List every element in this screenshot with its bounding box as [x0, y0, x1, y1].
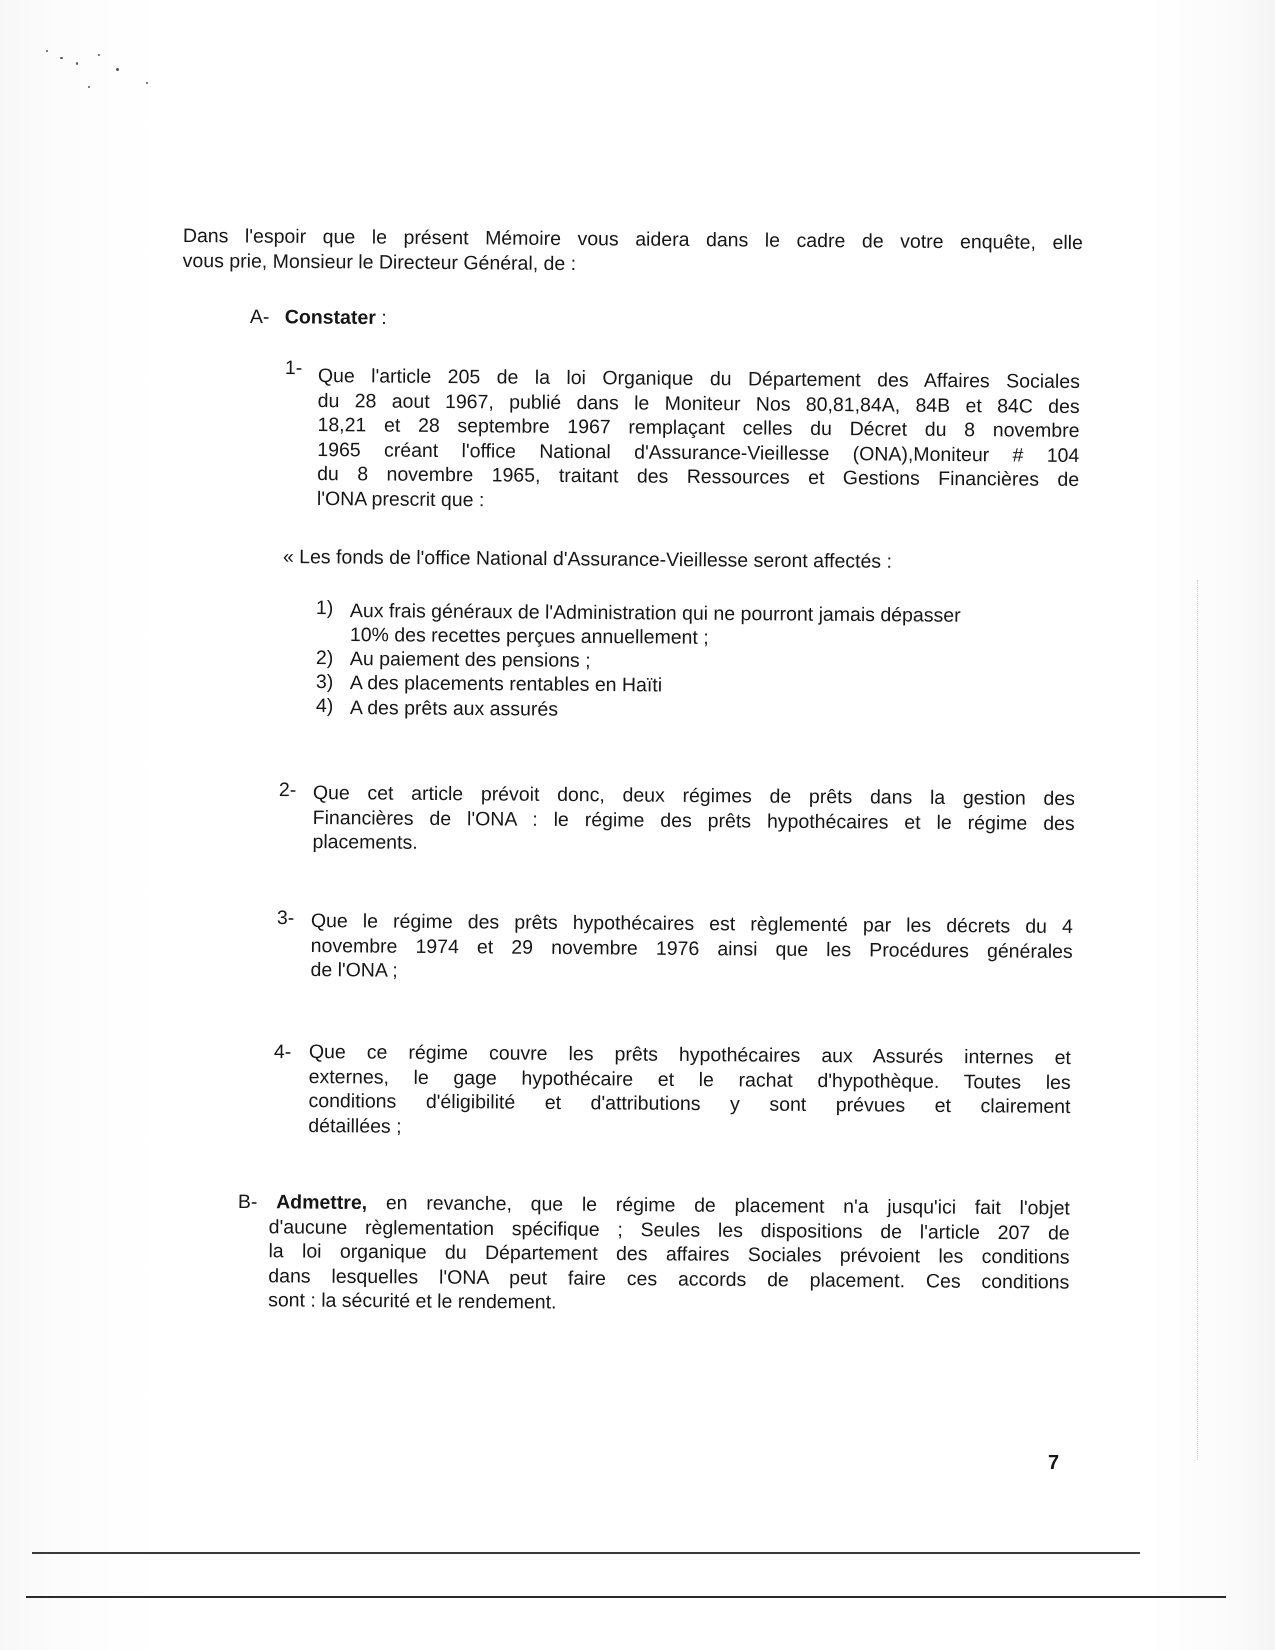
item-1-line: 18,21 et 28 septembre 1967 remplaçant celles du Décret du 8 novembre	[317, 413, 1080, 442]
item-3-line: novembre 1974 et 29 novembre 1976 ainsi que les Procédures générales	[310, 934, 1073, 963]
section-a-suffix: :	[375, 306, 387, 330]
sublist-3-line: A des placements rentables en Haïti	[349, 671, 663, 697]
sublist-1-number: 1)	[315, 596, 334, 620]
section-b-marker: B-	[237, 1191, 258, 1214]
item-2-paragraph	[312, 781, 1075, 860]
footer-rule-top	[32, 1552, 1140, 1554]
section-a-heading	[250, 305, 387, 331]
item-4-number: 4-	[273, 1041, 292, 1064]
intro-line: Dans l'espoir que le présent Mémoire vous aidera dans le cadre de votre enquête, elle	[182, 224, 1083, 255]
section-b-paragraph	[237, 1190, 1070, 1319]
section-b-first-line-rest: en revanche, que le régime de placement n'a jusqu'ici fait l'objet	[367, 1192, 1070, 1220]
item-4-paragraph	[308, 1040, 1071, 1144]
item-4-line: conditions d'éligibilité et d'attributions y sont prévues et clairement	[308, 1089, 1071, 1118]
sublist-2-line: Au paiement des pensions ;	[349, 647, 591, 672]
sublist-2-number: 2)	[315, 646, 334, 670]
item-2-line: Financières de l'ONA : le régime des prêts hypothécaires et le régime des	[312, 806, 1075, 835]
page-number: 7	[1048, 1452, 1060, 1474]
item-4-line: externes, le gage hypothécaire et le rachat d'hypothèque. Toutes les	[308, 1065, 1071, 1094]
sublist-3-number: 3)	[315, 670, 334, 694]
sublist-4-number: 4)	[315, 694, 334, 718]
section-b-line: sont : la sécurité et le rendement.	[268, 1289, 557, 1314]
footer-rule-bottom	[26, 1596, 1226, 1598]
section-a-title: Constater	[284, 306, 376, 329]
item-1-line: l'ONA prescrit que :	[316, 487, 485, 511]
section-b-line: dans lesquelles l'ONA peut faire ces accords de placement. Ces conditions	[268, 1264, 1070, 1294]
item-3-line: de l'ONA ;	[310, 958, 398, 982]
item-2-line: placements.	[312, 830, 418, 854]
item-1-line: Que l'article 205 de la loi Organique du Département des Affaires Sociales	[317, 364, 1080, 393]
section-b-title: Admettre,	[276, 1191, 368, 1215]
item-3-number: 3-	[276, 906, 295, 930]
scan-specks	[28, 40, 168, 100]
item-2-line: Que cet article prévoit donc, deux régimes de prêts dans la gestion des	[312, 781, 1075, 810]
item-1-number: 1-	[284, 356, 303, 380]
sublist-1-line: 10% des recettes perçues annuellement ;	[349, 623, 709, 649]
section-b-line: d'aucune règlementation spécifique ; Seules les dispositions de l'article 207 de	[268, 1215, 1070, 1245]
item-2-number: 2-	[278, 778, 297, 802]
quote-line: « Les fonds de l'office National d'Assurance-Vieillesse seront affectés :	[282, 545, 893, 573]
item-3-paragraph	[310, 909, 1073, 988]
item-1-paragraph	[317, 364, 1080, 517]
section-a-marker: A-	[249, 305, 270, 329]
intro-line: vous prie, Monsieur le Directeur Général, de :	[182, 249, 577, 275]
scan-fold-line	[1197, 580, 1199, 1460]
item-1-line: du 8 novembre 1965, traitant des Ressources et Gestions Financières de	[317, 462, 1080, 491]
sublist-4-line: A des prêts aux assurés	[349, 696, 559, 721]
item-1-line: du 28 aout 1967, publié dans le Moniteur Nos 80,81,84A, 84B et 84C des	[317, 389, 1080, 418]
item-4-line: détaillées ;	[308, 1114, 402, 1138]
item-4-line: Que ce régime couvre les prêts hypothécaires aux Assurés internes et	[308, 1041, 1071, 1069]
item-3-line: Que le régime des prêts hypothécaires est règlementé par les décrets du 4	[310, 909, 1073, 938]
sublist-1-line: Aux frais généraux de l'Administration qui ne pourront jamais dépasser	[349, 599, 961, 627]
item-1-line: 1965 créant l'office National d'Assurance-Vieillesse (ONA),Moniteur # 104	[317, 438, 1080, 467]
intro-paragraph	[183, 224, 1083, 280]
section-b-line: la loi organique du Département des affaires Sociales prévoient les conditions	[268, 1240, 1070, 1269]
